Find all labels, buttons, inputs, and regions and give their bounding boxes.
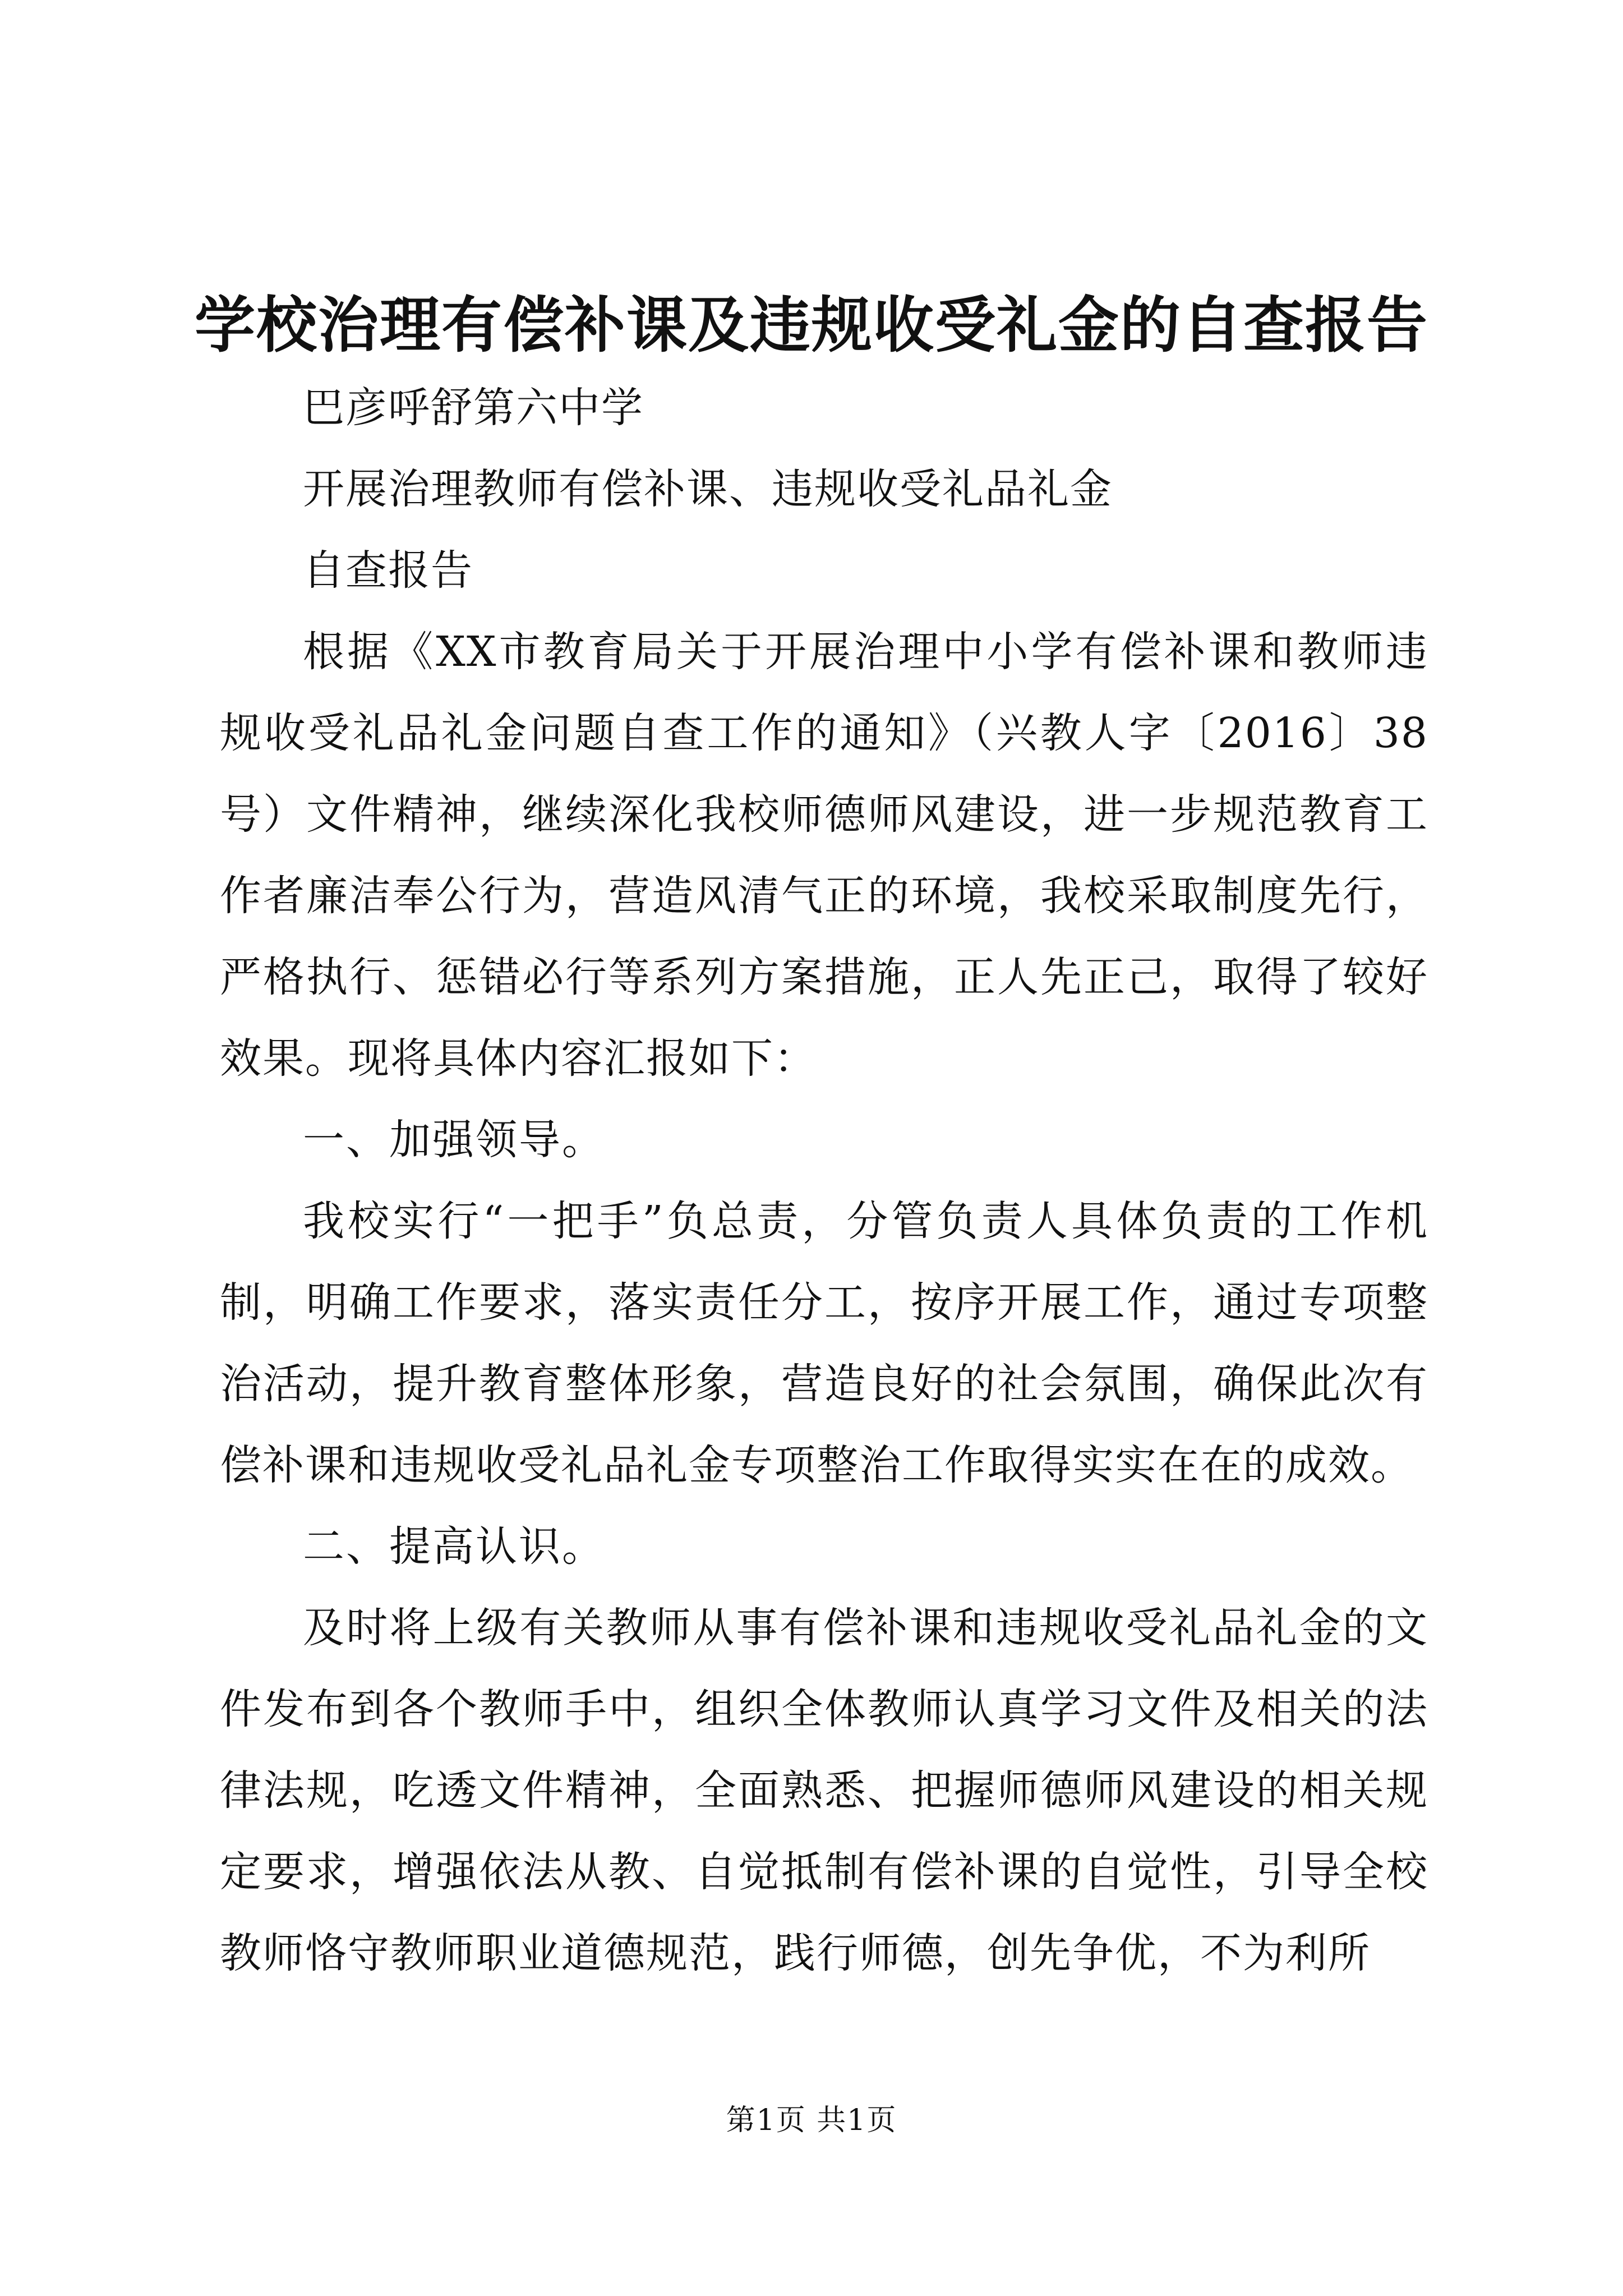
document-title: 学校治理有偿补课及违规收受礼金的自查报告 [194,290,1428,361]
section-paragraph-1: 我校实行“一把手”负总责，分管负责人具体负责的工作机制，明确工作要求，落实责任分工，按序开展工作，通过专项整治活动，提升教育整体形象，营造良好的社会氛围，确保此次有偿补课和违规收受礼品礼金专项整治工作取得实实在在的成效。 [220,1197,1428,1489]
document-body [220,367,1428,1994]
page-footer: 第1页 共1页 [726,2104,897,2137]
intro-paragraph: 根据《XX市教育局关于开展治理中小学有偿补课和教师违规收受礼品礼金问题自查工作的通知》（兴教人字〔2016〕38号）文件精神，继续深化我校师德师风建设，进一步规范教育工作者廉洁奉公行为，营造风清气正的环境，我校采取制度先行，严格执行、惩错必行等系列方案措施，正人先正己，取得了较好效果。现将具体内容汇报如下： [220,628,1428,1083]
section-paragraph-2: 及时将上级有关教师从事有偿补课和违规收受礼品礼金的文件发布到各个教师手中，组织全体教师认真学习文件及相关的法律法规，吃透文件精神，全面熟悉、把握师德师风建设的相关规定要求，增强依法从教、自觉抵制有偿补课的自觉性，引导全校教师恪守教师职业道德规范，践行师德，创先争优，不为利所 [220,1604,1428,1977]
section-heading-1: 一、加强领导。 [303,1116,605,1164]
school-name: 巴彦呼舒第六中学 [303,384,644,432]
section-heading-2: 二、提高认识。 [303,1522,605,1571]
report-subtitle-2: 自查报告 [303,546,473,595]
report-subtitle: 开展治理教师有偿补课、违规收受礼品礼金 [303,465,1113,513]
